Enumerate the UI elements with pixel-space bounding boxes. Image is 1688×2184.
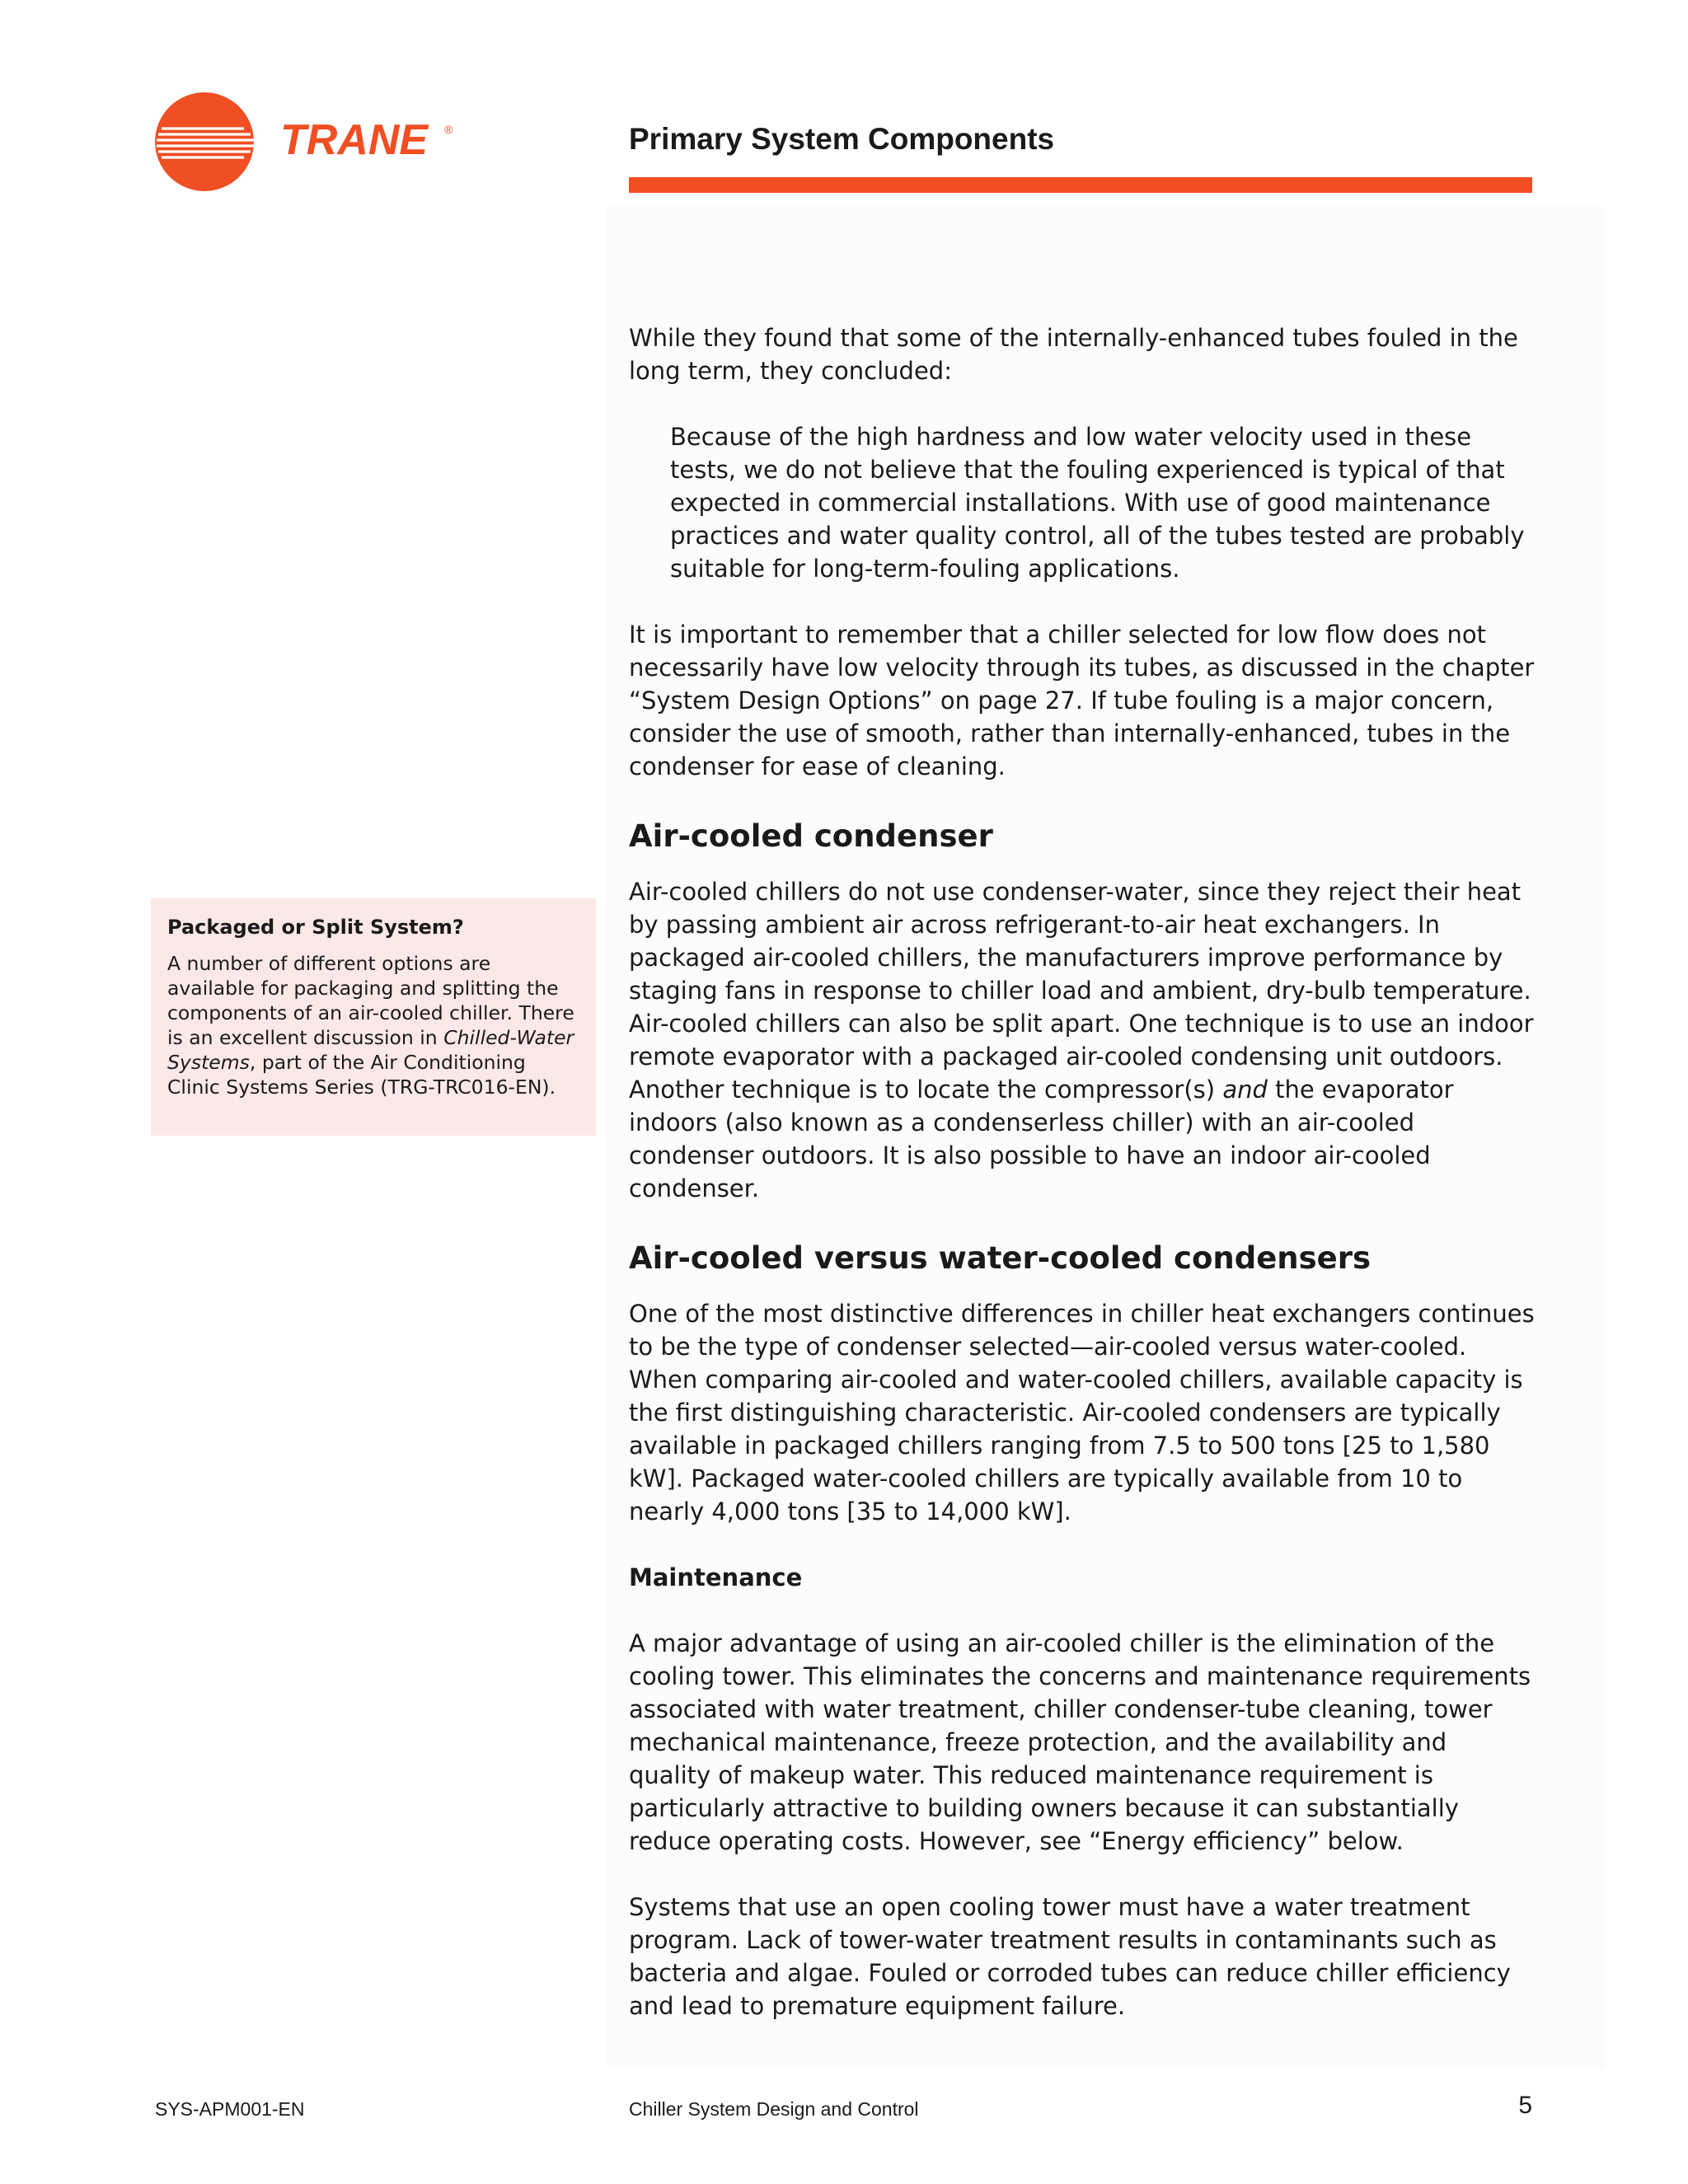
section-heading-air-cooled-condenser: Air-cooled condenser (629, 818, 993, 854)
sidebar-text: A number of different options are available for packaging and splitting the components of an air-cooled chiller. There is an excellent discussion in Chilled-Water Systems, part of the Air Conditioning Clinic Systems Series (TRG-TRC016-EN). (167, 952, 574, 1099)
footer-doc-title: Chiller System Design and Control (629, 2098, 919, 2120)
sidebar-callout (151, 898, 596, 1136)
air-vs-water-paragraph: One of the most distinctive differences in chiller heat exchangers continues to be the type of condenser selected—air-cooled versus water-cooled. When comparing air-cooled and water-cooled chillers, available capacity is the first distinguishing characteristic. Air-cooled condensers are typically available in packaged chillers ranging from 7.5 to 500 tons [25 to 1,580 kW]. Packaged water-cooled chillers are typically available from 10 to nearly 4,000 tons [35 to 14,000 kW]. (629, 1300, 1535, 1526)
trane-logo (155, 92, 468, 195)
trane-wordmark: TRANE (280, 116, 429, 164)
maintenance-paragraph-2: Systems that use an open cooling tower must have a water treatment program. Lack of tower-water treatment results in contaminants such as bacteria and algae. Fouled or corroded tubes can reduce chiller efficiency and lead to premature equipment failure. (629, 1893, 1511, 2020)
air-cooled-paragraph: Air-cooled chillers do not use condenser-water, since they reject their heat by passing ambient air across refrigerant-to-air heat exchangers. In packaged air-cooled chillers, the manufacturers improve performance by staging fans in response to chiller load and ambient, dry-bulb temperature. Air-cooled chillers can also be split apart. One technique is to use an indoor remote evaporator with a packaged air-cooled condensing unit outdoors. Another technique is to locate the compressor(s) and the evaporator indoors (also known as a condenserless chiller) with an air-cooled condenser outdoors. It is also possible to have an indoor air-cooled condenser. (629, 878, 1534, 1202)
subheading-maintenance: Maintenance (629, 1563, 803, 1591)
intro-paragraph: While they found that some of the internally-enhanced tubes fouled in the long term, they concluded: (629, 324, 1518, 385)
low-flow-paragraph: It is important to remember that a chiller selected for low flow does not necessarily have low velocity through its tubes, as discussed in the chapter “System Design Options” on page 27. If tube fouling is a major concern, consider the use of smooth, rather than internally-enhanced, tubes in the condenser for ease of cleaning. (629, 621, 1535, 780)
sidebar-title: Packaged or Split System? (167, 916, 464, 939)
footer-doc-id: SYS-APM001-EN (155, 2098, 305, 2120)
block-quote: Because of the high hardness and low water velocity used in these tests, we do not believe that the fouling experienced is typical of that expected in commercial installations. With use of good maintenance practices and water quality control, all of the tubes tested are probably suitable for long-term-fouling applications. (670, 423, 1525, 583)
title-rule (629, 177, 1532, 193)
main-content (629, 321, 1536, 2055)
page-title: Primary System Components (629, 122, 1055, 156)
section-heading-air-vs-water: Air-cooled versus water-cooled condensers (629, 1240, 1372, 1276)
maintenance-paragraph-1: A major advantage of using an air-cooled chiller is the elimination of the cooling tower. This eliminates the concerns and maintenance requirements associated with water treatment, chiller condenser-tube cleaning, tower mechanical maintenance, freeze protection, and the availability and quality of makeup water. This reduced maintenance requirement is particularly attractive to building owners because it can substantially reduce operating costs. However, see “Energy efficiency” below. (629, 1629, 1531, 1855)
svg-text:®: ® (444, 123, 453, 136)
page-number: 5 (1518, 2092, 1532, 2119)
